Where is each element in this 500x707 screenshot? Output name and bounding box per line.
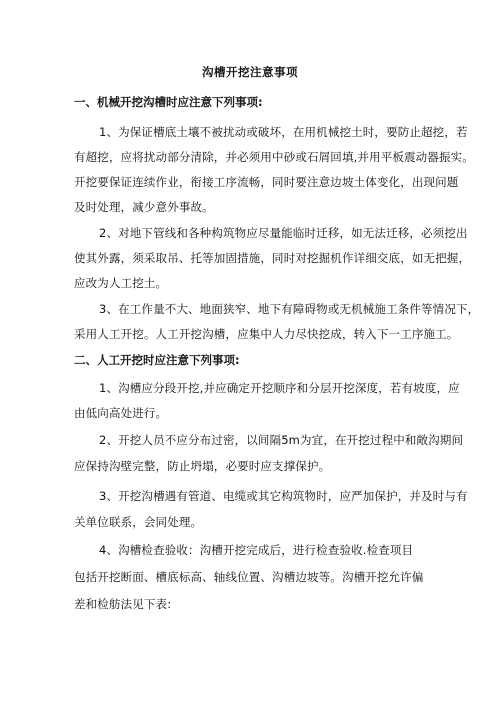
s2-p4-line-1: 4、沟槽检查验收：沟槽开挖完成后，进行检查验收.检查项目 [99, 543, 414, 557]
s2-p2-line-2: 应保持沟壁完整，防止坍塌，必要时应支撑保护。 [74, 459, 331, 473]
document-title: 沟槽开挖注意事项 [202, 65, 298, 79]
s2-p3-line-2: 关单位联系，会同处理。 [74, 515, 203, 529]
s2-p4-line-2: 包括开挖断面、槽底标高、轴线位置、沟槽边坡等。沟槽开挖允许偏 [74, 570, 424, 584]
s2-p2-line-1: 2、开挖人员不应分布过密，以间隔5m为宜，在开挖过程中和敞沟期间 [99, 433, 464, 447]
s1-p2-line-2: 使其外露，须采取吊、托等加固措施，同时对挖掘机作详细交底，如无把握， [74, 251, 471, 265]
s1-p1-line-1: 1、为保证槽底土壤不被扰动或破坏，在用机械挖土时，要防止超挖，若 [99, 125, 468, 139]
s1-p2-line-3: 应改为人工挖土。 [74, 276, 168, 290]
s1-p2-line-1: 2、对地下管线和各种构筑物应尽量能临时迁移，如无法迁移，必须挖出 [99, 226, 468, 240]
s1-p1-line-3: 开挖要保证连续作业，衔接工序流畅，同时要注意边坡土体变化，出现问题 [74, 175, 459, 189]
s2-p3-line-1: 3、开挖沟槽遇有管道、电缆或其它构筑物时，应严加保护，并及时与有 [99, 489, 468, 503]
s1-p1-line-2: 有超挖，应将扰动部分清除，并必须用中砂或石屑回填,并用平板震动器振实。 [74, 150, 474, 164]
s1-p3-line-2: 采用人工开挖。人工开挖沟槽，应集中人力尽快挖成，转入下一工序施工。 [74, 327, 459, 341]
s1-p1-line-4: 及时处理，减少意外事故。 [74, 200, 214, 214]
s1-p3-line-1: 3、在工作量不大、地面狭窄、地下有障碍物或无机械施工条件等情况下， [99, 302, 480, 316]
s2-p1-line-1: 1、沟槽应分段开挖,并应确定开挖顺序和分层开挖深度，若有坡度，应 [99, 381, 460, 395]
s2-p4-line-3: 差和检舫法见下表: [74, 597, 172, 611]
section-1-heading: 一、机械开挖沟槽时应注意下列事项: [74, 95, 263, 109]
s2-p1-line-2: 由低向高处进行。 [74, 406, 168, 420]
section-2-heading: 二、人工开挖时应注意下列事项: [74, 353, 240, 367]
